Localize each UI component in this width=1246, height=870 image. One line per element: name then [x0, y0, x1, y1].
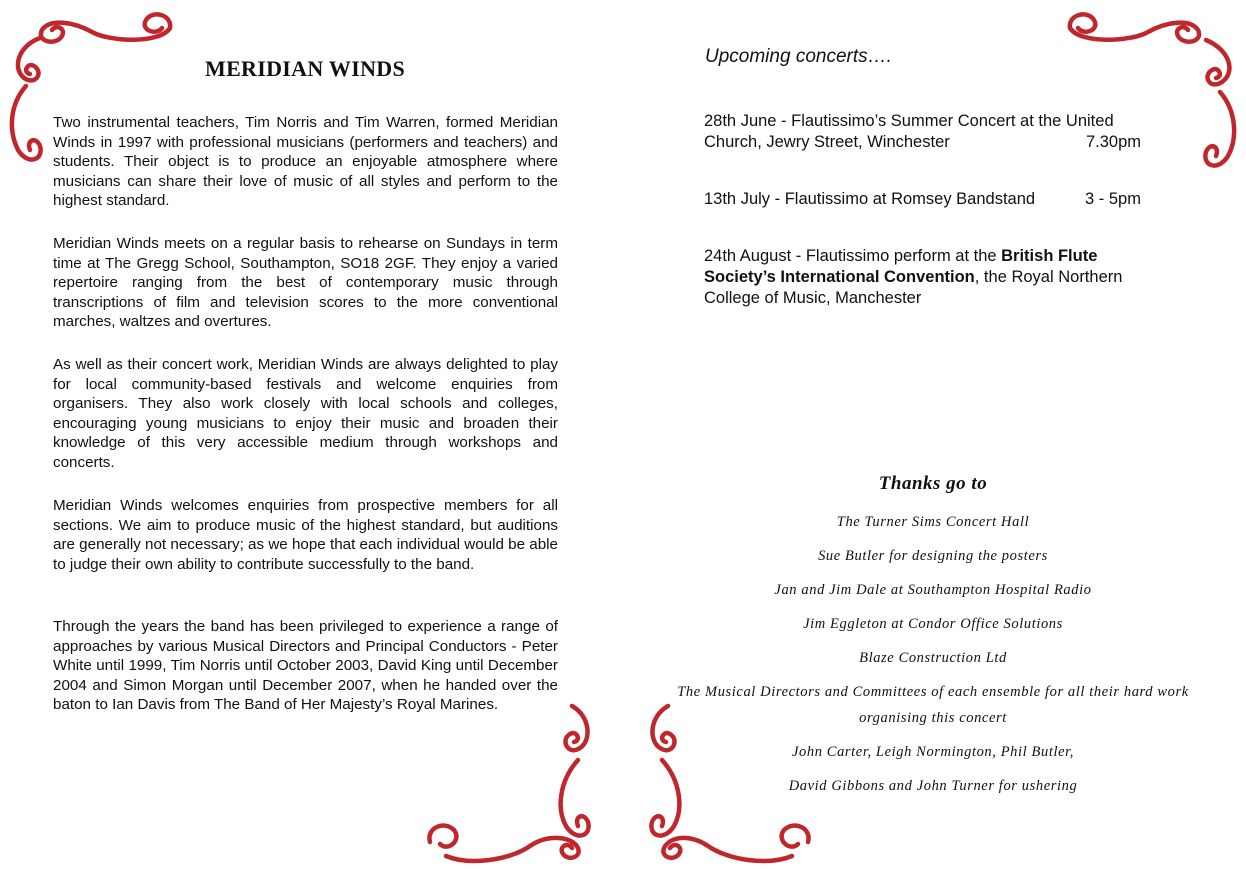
- concert-item: [704, 246, 1174, 309]
- concert-text: 24th August - Flautissimo perform at the: [704, 247, 1002, 265]
- concert-line: College of Music, Manchester: [704, 289, 922, 307]
- paragraph: Meridian Winds welcomes enquiries from prospective members for all sections. We aim to produce music of the highest standard, but auditions are generally not necessary; as we hope that each individual would be able to judge their own ability to contribute successfully to the band.: [53, 497, 558, 573]
- concert-line: [704, 189, 1174, 210]
- thanks-item: Sue Butler for designing the posters: [818, 548, 1048, 564]
- thanks-item: Jan and Jim Dale at Southampton Hospital Radio: [774, 582, 1092, 598]
- paragraph: Meridian Winds meets on a regular basis to rehearse on Sundays in term time at The Gregg School, Southampton, SO18 2GF. They enjoy a varied repertoire ranging from the best of contemporary music through transcriptions of film and television scores to the more conventional marches, waltzes and overtures.: [53, 235, 558, 330]
- concert-highlight: Society’s International Convention: [704, 268, 975, 286]
- thanks-heading: Thanks go to: [878, 473, 988, 494]
- concert-text: 13th July - Flautissimo at Romsey Bandstand: [704, 190, 1036, 208]
- paragraph: Two instrumental teachers, Tim Norris and Tim Warren, formed Meridian Winds in 1997 with professional musicians (performers and teachers) and students. Their object is to produce an enjoyable atmosphere where musicians can share their love of music of all styles and perform to the highest standard.: [53, 114, 558, 209]
- thanks-item: The Musical Directors and Committees of each ensemble for all their hard work organising this concert: [677, 684, 1189, 726]
- concert-time: 7.30pm: [1086, 133, 1142, 151]
- paragraph: Through the years the band has been privileged to experience a range of approaches by various Musical Directors and Principal Conductors - Peter White until 1999, Tim Norris until October 2003, David King until December 2004 and Simon Morgan until December 2007, when he handed over the baton to Ian Davis from The Band of Her Majesty’s Royal Marines.: [53, 618, 558, 713]
- concert-line: 28th June - Flautissimo’s Summer Concert at the United: [704, 112, 1114, 130]
- concert-line: [704, 132, 1174, 153]
- page-title: MERIDIAN WINDS: [205, 56, 405, 81]
- concert-highlight: British Flute: [1001, 247, 1098, 265]
- upcoming-heading: Upcoming concerts….: [705, 46, 892, 67]
- concert-time: 3 - 5pm: [1085, 190, 1141, 208]
- thanks-item: The Turner Sims Concert Hall: [836, 514, 1030, 530]
- concert-text: , the Royal Northern: [974, 268, 1123, 286]
- thanks-item: Blaze Construction Ltd: [859, 650, 1007, 666]
- thanks-item: Jim Eggleton at Condor Office Solutions: [803, 616, 1063, 632]
- concert-item: [704, 111, 1174, 153]
- concert-line: [704, 267, 1174, 288]
- right-page: [623, 0, 1246, 870]
- paragraph: As well as their concert work, Meridian Winds are always delighted to play for local community-based festivals and welcome enquiries from organisers. They also work closely with local schools and colleges, encouraging young musicians to enjoy their music and broaden their knowledge of this very accessible medium through workshops and concerts.: [53, 356, 558, 471]
- concert-line: [704, 246, 1174, 267]
- concert-venue: Church, Jewry Street, Winchester: [704, 133, 950, 151]
- thanks-item: John Carter, Leigh Normington, Phil Butler,: [792, 744, 1074, 760]
- concert-item: [704, 189, 1174, 210]
- thanks-item: David Gibbons and John Turner for ushering: [788, 778, 1078, 794]
